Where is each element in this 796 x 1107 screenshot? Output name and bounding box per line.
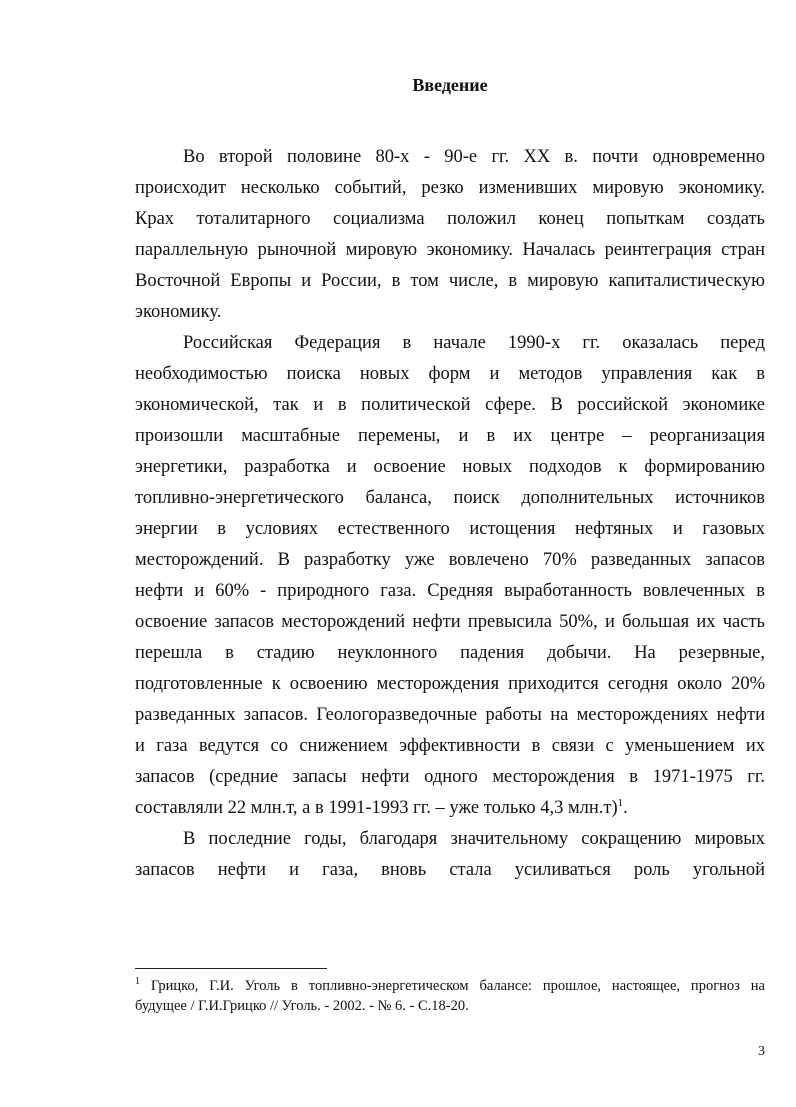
paragraph-2-line-13: разведанных запасов. Геологоразведочные работы на месторождениях нефти (135, 705, 765, 725)
paragraph-2-line-16-text: составляли 22 млн.т, а в 1991-1993 гг. – уже только 4,3 млн.т) (135, 798, 618, 818)
paragraph-2-line-12: подготовленные к освоению месторождения приходится сегодня около 20% (135, 674, 765, 694)
paragraph-2-line-9: нефти и 60% - природного газа. Средняя выработанность вовлеченных в (135, 581, 765, 601)
paragraph-2-line-10: освоение запасов месторождений нефти превысила 50%, и большая их часть (135, 612, 765, 632)
paragraph-2-line-1: Российская Федерация в начале 1990-х гг. оказалась перед (183, 333, 765, 353)
footnote-separator (135, 968, 327, 969)
paragraph-2-line-16: составляли 22 млн.т, а в 1991-1993 гг. – уже только 4,3 млн.т)$^1$. (135, 796, 628, 818)
paragraph-2-line-7: энергии в условиях естественного истощения нефтяных и газовых (135, 519, 765, 539)
footnote-line-2: будущее / Г.И.Грицко // Уголь. - 2002. - № 6. - С.18-20. (135, 998, 469, 1014)
paragraph-1-line-6: экономику. (135, 302, 222, 322)
paragraph-2-line-4: произошли масштабные перемены, и в их центре – реорганизация (135, 426, 765, 446)
paragraph-2-line-8: месторождений. В разработку уже вовлечено 70% разведанных запасов (135, 550, 765, 570)
footnote-line-1 (135, 976, 765, 996)
paragraph-2-line-11: перешла в стадию неуклонного падения добычи. На резервные, (135, 643, 765, 663)
footnote-line-1-text: Грицко, Г.И. Уголь в топливно-энергетическом балансе: прошлое, настоящее, прогноз на (140, 978, 765, 994)
paragraph-2-line-2: необходимостью поиска новых форм и методов управления как в (135, 364, 765, 384)
paragraph-1-line-3: Крах тоталитарного социализма положил конец попыткам создать (135, 209, 765, 229)
paragraph-2-line-5: энергетики, разработка и освоение новых подходов к формированию (135, 457, 765, 477)
footnote-reference: 1 (617, 796, 624, 809)
paragraph-2-line-3: экономической, так и в политической сфере. В российской экономике (135, 395, 765, 415)
page-title: Введение (412, 75, 488, 95)
paragraph-3-line-1: В последние годы, благодаря значительному сокращению мировых (183, 829, 765, 849)
paragraph-2-line-15: запасов (средние запасы нефти одного месторождения в 1971-1975 гг. (135, 767, 765, 787)
paragraph-1-line-4: параллельную рыночной мировую экономику. Началась реинтеграция стран (135, 240, 765, 260)
body-text (135, 142, 765, 886)
title-container (135, 74, 765, 96)
paragraph-2-line-6: топливно-энергетического баланса, поиск дополнительных источников (135, 488, 765, 508)
paragraph-1-line-5: Восточной Европы и России, в том числе, в мировую капиталистическую (135, 271, 765, 291)
footnote (135, 976, 765, 1016)
paragraph-3-line-2: запасов нефти и газа, вновь стала усиливаться роль угольной (135, 860, 765, 880)
paragraph-1-line-2: происходит несколько событий, резко изменивших мировую экономику. (135, 178, 765, 198)
page-number: 3 (758, 1044, 765, 1059)
paragraph-1-line-1: Во второй половине 80-х - 90-е гг. XX в. почти одновременно (183, 147, 765, 167)
paragraph-2-line-14: и газа ведутся со снижением эффективности в связи с уменьшением их (135, 736, 765, 756)
footnote-marker: 1 (135, 976, 140, 988)
